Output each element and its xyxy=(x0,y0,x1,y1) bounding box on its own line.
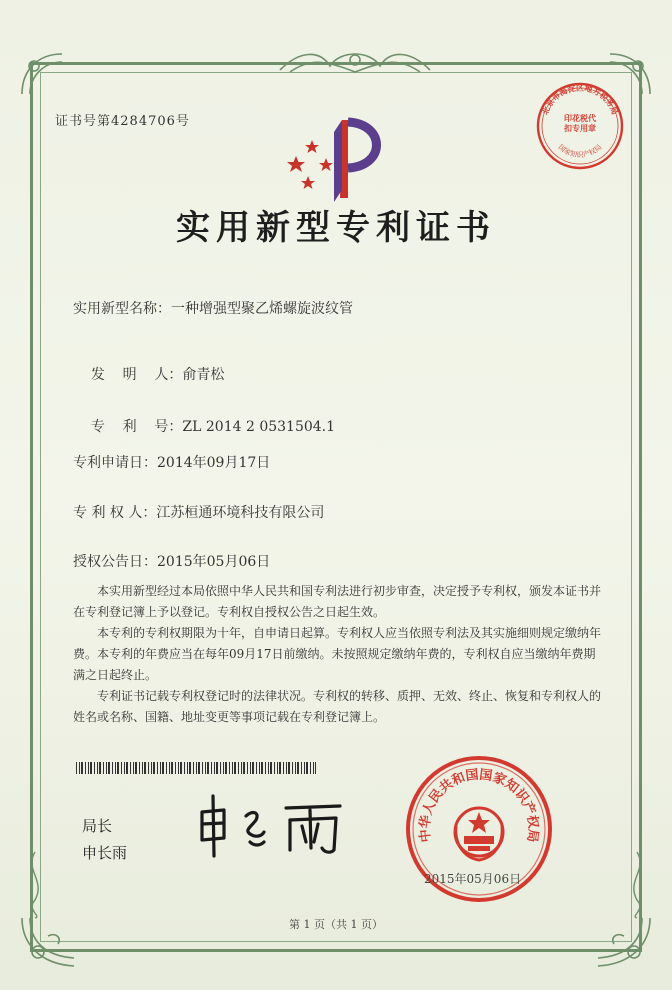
paragraph-grant: 本实用新型经过本局依照中华人民共和国专利法进行初步审查，决定授予专利权，颁发本证书并在专利登记簿上予以登记。专利权自授权公告之日起生效。 xyxy=(73,584,602,619)
paragraph-legal-status: 专利证书记载专利权登记时的法律状况。专利权的转移、质押、无效、终止、恢复和专利权人的姓名或名称、国籍、地址变更等事项记载在专利登记簿上。 xyxy=(73,689,602,724)
filing-date-label: 专利申请日： xyxy=(73,455,157,471)
grant-date-value: 2015年05月06日 xyxy=(157,554,271,570)
tax-stamp-icon xyxy=(534,80,626,172)
handwritten-signature xyxy=(190,790,350,860)
inventor-value: 俞青松 xyxy=(182,367,225,383)
tax-stamp-bottom-text: 国家知识产权局 xyxy=(556,143,604,160)
inventor-row xyxy=(73,348,224,400)
tax-stamp-arc-text: 北京市海淀区地方税务局 xyxy=(540,83,620,117)
tax-stamp-center-text: 印花税代扣专用章 xyxy=(564,114,596,133)
certificate-title: 实用新型专利证书 xyxy=(176,208,496,248)
patent-number-label: 专 利 号： xyxy=(90,419,183,435)
inventor-label: 发 明 人： xyxy=(90,367,183,383)
official-name: 申长雨 xyxy=(82,844,128,862)
corner-ornament-tl xyxy=(18,50,66,98)
certificate-body xyxy=(73,581,603,728)
side-ornament-right xyxy=(624,850,650,920)
issue-date: 2015年05月06日 xyxy=(424,872,522,886)
seal-text: 中华人民共和国国家知识产权局 xyxy=(417,767,541,844)
name-value: 一种增强型聚乙烯螺旋波纹管 xyxy=(171,301,353,317)
svg-text:国家知识产权局 xyxy=(557,142,604,159)
utility-model-name-row xyxy=(73,298,353,318)
side-ornament-left xyxy=(22,850,48,920)
grant-date-label: 授权公告日： xyxy=(73,554,157,570)
filing-date-value: 2014年09月17日 xyxy=(157,455,271,471)
filing-date-row xyxy=(73,452,270,472)
patent-holder-row xyxy=(73,502,324,522)
barcode xyxy=(76,762,316,774)
patent-holder-value: 江苏桓通环境科技有限公司 xyxy=(156,505,325,521)
official-position: 局长 xyxy=(82,817,113,835)
paragraph-term: 本专利的专利权期限为十年，自申请日起算。专利权人应当依照专利法及其实施细则规定缴纳年费。本专利的年费应当在每年09月17日前缴纳。未按照规定缴纳年费的，专利权自应当缴纳年费期满之日起终止。 xyxy=(73,626,602,682)
top-ornament xyxy=(270,46,440,78)
patent-holder-label: 专 利 权 人： xyxy=(73,505,157,521)
certificate-number: 证书号第4284706号 xyxy=(55,114,190,129)
patent-number-value: ZL 2014 2 0531504.1 xyxy=(182,419,336,435)
patent-office-emblem-icon xyxy=(282,110,392,205)
grant-date-row xyxy=(73,551,270,571)
svg-text:中华人民共和国国家知识产权局 xyxy=(417,767,542,844)
name-label: 实用新型名称： xyxy=(73,301,171,317)
page-number: 第 1 页（共 1 页） xyxy=(289,918,383,931)
patent-number-row xyxy=(73,400,335,452)
